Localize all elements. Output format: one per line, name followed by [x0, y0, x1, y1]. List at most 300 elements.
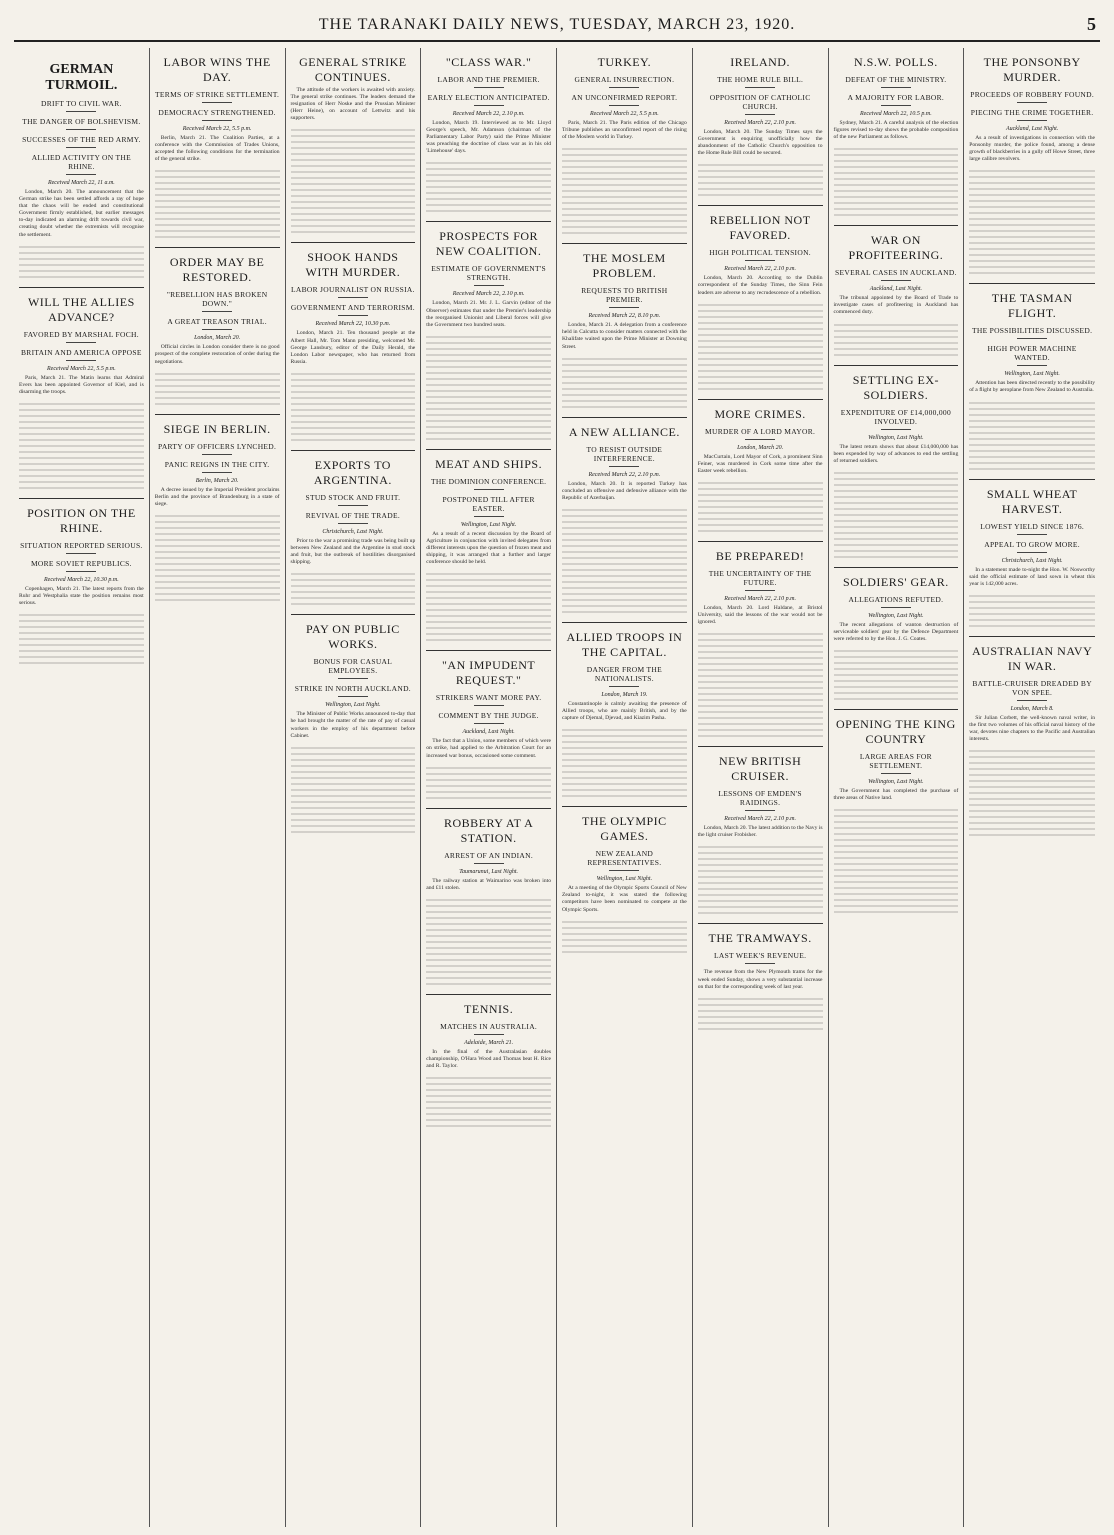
article-paragraph: The latest return shows that about £14,000,000 has been expended by way of advances to end the settling of returned soldiers. — [833, 443, 959, 464]
article-dateline: Received March 22, 2.10 p.m. — [724, 816, 796, 823]
article-divider — [698, 746, 823, 747]
article-headline: EXPORTS TO ARGENTINA. — [313, 457, 392, 487]
article-subheading: PANIC REIGNS IN THE CITY. — [155, 460, 280, 473]
article-headline: "CLASS WAR." — [445, 55, 532, 69]
article-body — [426, 531, 551, 645]
article-headline: LABOR WINS THE DAY. — [163, 55, 271, 84]
article-dateline: London, March 20. — [194, 335, 241, 342]
body-text-filler — [426, 763, 551, 803]
body-text-filler — [698, 842, 823, 918]
article — [426, 55, 551, 216]
body-text-filler — [19, 399, 144, 493]
article — [698, 55, 823, 200]
article-headline: ROBBERY AT A STATION. — [443, 815, 534, 845]
article-subheading: PROCEEDS OF ROBBERY FOUND. — [969, 90, 1095, 103]
article-body — [562, 701, 687, 801]
article — [834, 567, 959, 704]
article-subheading: LAST WEEK'S REVENUE. — [698, 951, 823, 964]
article-headline: SHOOK HANDS WITH MURDER. — [305, 250, 401, 280]
body-text-filler — [834, 320, 959, 360]
article-subheading: THE DOMINION CONFERENCE. — [426, 477, 551, 490]
article-divider — [19, 498, 144, 499]
article-divider — [698, 205, 823, 206]
article-divider — [698, 923, 823, 924]
body-text-filler — [834, 144, 959, 220]
article-subheading: HIGH POLITICAL TENSION. — [698, 248, 823, 261]
article-dateline: Berlin, March 20. — [195, 477, 239, 484]
article-headline: THE TRAMWAYS. — [708, 931, 812, 946]
body-text-filler — [155, 511, 280, 605]
article-paragraph: Constantinople is calmly awaiting the presence of Allied troops, who are mainly British, and by the capture of Djemal, Djevad, and Kiazim Pasha. — [562, 700, 687, 722]
column-5 — [557, 48, 693, 1527]
article-body — [698, 129, 823, 200]
newspaper-columns — [14, 48, 1100, 1527]
article-subheading: THE UNCERTAINTY OF THE FUTURE. — [698, 569, 823, 591]
article-subheading: PIECING THE CRIME TOGETHER. — [969, 108, 1095, 121]
article — [562, 806, 687, 956]
article-body — [19, 586, 144, 668]
article-paragraph: In a statement made to-night the Hon. W. Nosworthy said the official estimate of land sown in wheat this year is 142,000 acres. — [969, 566, 1095, 587]
article-divider — [426, 808, 551, 809]
article-subheading: LABOR AND THE PREMIER. — [426, 75, 551, 88]
article-divider — [698, 541, 823, 542]
article — [19, 287, 144, 493]
body-text-filler — [698, 300, 823, 394]
article-headline: THE PONSONBY MURDER. — [983, 55, 1081, 84]
article-subheading: THE POSSIBILITIES DISCUSSED. — [969, 326, 1095, 339]
article-body — [562, 120, 687, 238]
article-paragraph: Paris, March 21. The Matin learns that Admiral Evers has been appointed Governor of Kiel, and is disarming the troops. — [19, 374, 144, 395]
article — [834, 709, 959, 917]
article — [834, 225, 959, 359]
body-text-filler — [426, 332, 551, 444]
article-headline: N.S.W. POLLS. — [854, 55, 938, 69]
article-body — [562, 481, 687, 617]
article-headline: A NEW ALLIANCE. — [568, 424, 680, 439]
column-7 — [829, 48, 965, 1527]
article-divider — [969, 283, 1095, 284]
article-paragraph: Paris, March 21. The Paris edition of the Chicago Tribune publishes an unconfirmed report of the rising of the Moslem world in Turkey. — [562, 120, 687, 141]
article-body — [698, 969, 823, 1033]
body-text-filler — [834, 805, 959, 917]
article-body — [19, 189, 144, 282]
article-divider — [426, 221, 551, 222]
article-paragraph: The railway station at Waimarino was broken into and £11 stolen. — [426, 877, 551, 891]
article-headline: BE PREPARED! — [715, 548, 805, 563]
article-dateline: Wellington, Last Night. — [1004, 371, 1060, 378]
article — [291, 55, 416, 237]
article-paragraph: London, March 20. It is reported Turkey has concluded an offensive and defensive alliance with the Republic of Azerbaijan. — [562, 480, 687, 501]
body-text-filler — [698, 994, 823, 1034]
article-divider — [562, 243, 687, 244]
column-8 — [964, 48, 1100, 1527]
body-text-filler — [969, 398, 1095, 474]
page-number: 5 — [1087, 14, 1096, 34]
article-body — [562, 885, 687, 956]
article — [698, 205, 823, 393]
article-subheading: MORE SOVIET REPUBLICS. — [19, 559, 144, 572]
article-dateline: Received March 22, 5.5 p.m. — [182, 126, 252, 132]
article-subheading: LABOR JOURNALIST ON RUSSIA. — [291, 285, 416, 298]
article-body — [834, 622, 959, 704]
article — [562, 417, 687, 617]
article — [155, 414, 280, 605]
body-text-filler — [19, 242, 144, 282]
article-body — [155, 135, 280, 242]
body-text-filler — [562, 505, 687, 617]
article-divider — [291, 450, 416, 451]
article-dateline: London, March 20. — [737, 444, 784, 451]
article-paragraph: Sir Julian Corbett, the well-known naval writer, in the first two volumes of his official naval history of the war, devotes nine chapters to the Pacific and Australian interests. — [969, 714, 1095, 743]
body-text-filler — [291, 125, 416, 237]
body-text-filler — [562, 725, 687, 801]
article-dateline: Received March 22, 11 a.m. — [47, 180, 115, 186]
article-divider — [834, 709, 959, 710]
article-headline: THE OLYMPIC GAMES. — [582, 814, 667, 844]
article-paragraph: London, March 20. The announcement that the German strike has been settled affords a ray of hope that the chaos will be ended and constitutional Government firmly established, but earlier messages to-day indicated an alarming drift towards civil war, creating doubt whether the extremists will recognise the settlement. — [19, 189, 144, 238]
article-subheading: REVIVAL OF THE TRADE. — [291, 511, 416, 524]
article-body — [426, 1049, 551, 1131]
article-dateline: Adelaide, March 21. — [464, 1039, 514, 1046]
body-text-filler — [291, 369, 416, 445]
article-body — [834, 120, 959, 220]
article-divider — [291, 242, 416, 243]
article-divider — [698, 399, 823, 400]
article-headline: AUSTRALIAN NAVY IN WAR. — [971, 643, 1093, 673]
article-divider — [426, 994, 551, 995]
article-divider — [291, 614, 416, 615]
article-paragraph: The attitude of the workers is awaited with anxiety. The general strike continues. The leaders demand the resignation of Herr Noske and the Prussian Minister (Herr Heine), on account of Lettwitz and his supporters. — [290, 87, 416, 122]
article-body — [291, 87, 416, 237]
body-text-filler — [426, 1073, 551, 1131]
article-headline: POSITION ON THE RHINE. — [27, 505, 136, 535]
article — [698, 746, 823, 918]
column-4 — [421, 48, 557, 1527]
article-divider — [155, 247, 280, 248]
article-headline: WAR ON PROFITEERING. — [848, 233, 944, 263]
article-divider — [834, 567, 959, 568]
article-subheading: THE HOME RULE BILL. — [698, 75, 823, 88]
article-subheading: TO RESIST OUTSIDE INTERFERENCE. — [562, 445, 687, 467]
article-divider — [562, 417, 687, 418]
article-dateline: Received March 22, 2.10 p.m. — [452, 291, 525, 298]
article-subheading: ALLIED ACTIVITY ON THE RHINE. — [19, 153, 144, 175]
article-divider — [426, 449, 551, 450]
article-subheading: MATCHES IN AUSTRALIA. — [426, 1022, 551, 1035]
article — [969, 283, 1095, 473]
article — [19, 498, 144, 668]
article-dateline: Wellington, Last Night. — [325, 702, 381, 709]
article-body — [426, 120, 551, 216]
article-paragraph: The recent allegations of wanton destruction of serviceable soldiers' gear by the Defence Department were referred to by the Hon. J. G. Coates. — [833, 621, 959, 643]
body-text-filler — [426, 569, 551, 645]
article-subheading: AN UNCONFIRMED REPORT. — [562, 93, 687, 106]
article-subheading: MURDER OF A LORD MAYOR. — [698, 427, 823, 440]
body-text-filler — [562, 917, 687, 957]
article — [426, 221, 551, 443]
column-3 — [286, 48, 422, 1527]
article-paragraph: The fact that a Union, some members of which were on strike, had applied to the Arbitration Court for an increased war bonus, occasioned some comment. — [426, 738, 551, 759]
article-subheading: ESTIMATE OF GOVERNMENT'S STRENGTH. — [426, 264, 551, 286]
article — [698, 541, 823, 741]
article-headline: SETTLING EX-SOLDIERS. — [852, 372, 940, 402]
article — [834, 55, 959, 220]
article-headline: TURKEY. — [597, 55, 652, 69]
article-body — [426, 738, 551, 802]
body-text-filler — [969, 166, 1095, 278]
article-dateline: Received March 22, 5.5 p.m. — [589, 111, 659, 117]
article-paragraph: London, March 21. Ten thousand people at the Albert Hall, Mr. Tom Mann presiding, welcomed Mr. George Lansbury, editor of the Daily Herald, the London Labor newspaper, who has returned from Russia. — [290, 330, 416, 365]
body-text-filler — [969, 591, 1095, 631]
article-body — [834, 444, 959, 562]
article-dateline: Received March 22, 2.10 p.m. — [724, 120, 796, 126]
article-subheading: ALLEGATIONS REFUTED. — [834, 595, 959, 608]
article-divider — [155, 414, 280, 415]
article-headline: REBELLION NOT FAVORED. — [709, 213, 811, 243]
article-body — [562, 322, 687, 411]
article-subheading: DRIFT TO CIVIL WAR. — [19, 99, 144, 112]
article-body — [291, 538, 416, 609]
article-subheading: HIGH POWER MACHINE WANTED. — [969, 344, 1095, 366]
article-divider — [562, 806, 687, 807]
article-subheading: FAVORED BY MARSHAL FOCH. — [19, 330, 144, 343]
article-body — [969, 135, 1095, 278]
article — [698, 923, 823, 1033]
article-subheading: GENERAL INSURRECTION. — [562, 75, 687, 88]
article-headline: ORDER MAY BE RESTORED. — [169, 255, 265, 285]
body-text-filler — [291, 569, 416, 609]
article-headline: SMALL WHEAT HARVEST. — [986, 486, 1078, 516]
article-headline: WILL THE ALLIES ADVANCE? — [27, 294, 135, 324]
body-text-filler — [562, 354, 687, 412]
article-body — [19, 375, 144, 493]
article-dateline: Wellington, Last Night. — [596, 876, 653, 883]
article-paragraph: Sydney, March 21. A careful analysis of the election figures revised to-day shows the probable composition of the new Parliament as follows. — [833, 120, 959, 141]
article-subheading: "REBELLION HAS BROKEN DOWN." — [155, 290, 280, 312]
article-dateline: Received March 22, 2.10 p.m. — [724, 266, 796, 273]
article-headline: PROSPECTS FOR NEW COALITION. — [435, 229, 542, 259]
article — [426, 650, 551, 802]
article-headline: TENNIS. — [464, 1001, 514, 1016]
column-2 — [150, 48, 286, 1527]
article-subheading: STRIKE IN NORTH AUCKLAND. — [291, 684, 416, 697]
body-text-filler — [291, 743, 416, 837]
article-paragraph: London, March 20. The latest addition to the Navy is the light cruiser Frobisher. — [697, 825, 823, 839]
article-divider — [19, 287, 144, 288]
article-body — [426, 300, 551, 443]
article — [155, 55, 280, 242]
body-text-filler — [426, 895, 551, 989]
article-headline: GERMAN TURMOIL. — [45, 62, 118, 93]
article-dateline: Received March 22, 2.10 p.m. — [452, 111, 525, 117]
article-subheading: SUCCESSES OF THE RED ARMY. — [19, 135, 144, 148]
article-subheading: BONUS FOR CASUAL EMPLOYEES. — [291, 657, 416, 679]
newspaper-title: THE TARANAKI DAILY NEWS, TUESDAY, MARCH 23, 1920. — [318, 16, 796, 33]
article — [19, 62, 144, 282]
article-paragraph: As a result of a recent discussion by the Board of Agriculture in conjunction with invited delegates from different interests upon the question of frozen meat and shipping, it was arranged that a further and larger conference should be held. — [426, 530, 551, 566]
column-1 — [14, 48, 150, 1527]
article-subheading: NEW ZEALAND REPRESENTATIVES. — [562, 849, 687, 871]
article-body — [155, 487, 280, 605]
article-paragraph: London, March 20. According to the Dublin correspondent of the Sunday Times, the Sinn Fein leaders are adverse to any recrudescence of a rebellion. — [697, 275, 823, 296]
body-text-filler — [834, 468, 959, 562]
article — [698, 399, 823, 536]
article-divider — [562, 622, 687, 623]
article — [969, 636, 1095, 840]
article-body — [969, 715, 1095, 840]
article-dateline: Taumarunui, Last Night. — [459, 868, 519, 875]
article-paragraph: London, March 21. A delegation from a conference held in Calcutta to consider matters connected with the Khalifate waited upon the Prime Minister at Downing Street. — [562, 322, 687, 350]
article-subheading: STRIKERS WANT MORE PAY. — [426, 693, 551, 706]
article-subheading: LESSONS OF EMDEN'S RAIDINGS. — [698, 789, 823, 811]
article-dateline: Received March 22, 2.10 p.m. — [724, 595, 796, 602]
column-6 — [693, 48, 829, 1527]
article-subheading: POSTPONED TILL AFTER EASTER. — [426, 495, 551, 517]
article-paragraph: At a meeting of the Olympic Sports Council of New Zealand to-night, it was stated the following competitors have been nominated to compete at the Olympic Sports. — [562, 885, 687, 913]
article-subheading: APPEAL TO GROW MORE. — [969, 540, 1095, 553]
article-body — [698, 454, 823, 536]
body-text-filler — [155, 166, 280, 242]
article-body — [698, 825, 823, 918]
article-dateline: Auckland, Last Night. — [1005, 126, 1059, 132]
article-paragraph: Prior to the war a promising trade was being built up between New Zealand and the Argentine in stud stock and fruit, but the outbreak of hostilities disorganised shipping. — [290, 537, 416, 566]
article-dateline: Wellington, Last Night. — [868, 434, 924, 441]
article-dateline: Christchurch, Last Night. — [322, 528, 384, 535]
article — [426, 449, 551, 645]
article-dateline: Received March 22, 2.10 p.m. — [588, 471, 661, 478]
article-subheading: ARREST OF AN INDIAN. — [426, 851, 551, 864]
article-headline: GENERAL STRIKE CONTINUES. — [299, 55, 407, 84]
body-text-filler — [969, 746, 1095, 840]
article-dateline: Received March 22, 8.10 p.m. — [588, 313, 661, 320]
article-paragraph: The Minister of Public Works announced to-day that he had brought the matter of the rate of pay of casual workers in the employ of his department before Cabinet. — [290, 711, 416, 739]
article-headline: MORE CRIMES. — [714, 406, 806, 421]
article-headline: SOLDIERS' GEAR. — [843, 574, 949, 589]
article-subheading: A GREAT TREASON TRIAL. — [155, 317, 280, 330]
body-text-filler — [834, 646, 959, 704]
article-dateline: Christchurch, Last Night. — [1001, 557, 1063, 564]
article — [426, 808, 551, 989]
article-headline: THE TASMAN FLIGHT. — [991, 291, 1073, 321]
article-dateline: Auckland, Last Night. — [869, 286, 923, 293]
article-body — [698, 275, 823, 393]
article-divider — [969, 479, 1095, 480]
article-body — [834, 788, 959, 917]
article-dateline: Received March 22, 10.30 p.m. — [43, 576, 119, 583]
article-paragraph: London, March 21. Mr. J. L. Garvin (editor of the Observer) estimates that under the Premier's leadership the reorganised Unionist and Liberal forces will give the Government two hundred seats. — [426, 300, 551, 328]
article-body — [291, 711, 416, 836]
article-dateline: London, March 19. — [601, 691, 648, 698]
article — [155, 247, 280, 408]
article-body — [969, 567, 1095, 631]
body-text-filler — [155, 369, 280, 409]
article-paragraph: MacCurtain, Lord Mayor of Cork, a prominent Sinn Feiner, was murdered in Cork some time after the Easter week rebellion. — [697, 453, 823, 474]
article-headline: MEAT AND SHIPS. — [435, 456, 543, 471]
article-headline: SIEGE IN BERLIN. — [163, 421, 271, 436]
article-subheading: SITUATION REPORTED SERIOUS. — [19, 541, 144, 554]
article-body — [698, 605, 823, 741]
body-text-filler — [698, 160, 823, 200]
article-subheading: TERMS OF STRIKE SETTLEMENT. — [155, 90, 280, 103]
article — [426, 994, 551, 1131]
article-dateline: Received March 22, 10.30 p.m. — [315, 321, 391, 328]
body-text-filler — [698, 629, 823, 741]
article-body — [155, 344, 280, 408]
article-paragraph: The Government has completed the purchase of three areas of Native land. — [833, 788, 959, 802]
article-headline: NEW BRITISH CRUISER. — [718, 754, 802, 784]
article-subheading: BATTLE-CRUISER DREADED BY VON SPEE. — [969, 679, 1095, 701]
article-headline: ALLIED TROOPS IN THE CAPITAL. — [566, 629, 683, 659]
article-paragraph: In the final of the Australasian doubles championship, O'Hara Wood and Thomas beat H. Rice and R. Taylor. — [426, 1048, 551, 1069]
article-divider — [834, 225, 959, 226]
article-body — [969, 380, 1095, 473]
body-text-filler — [19, 610, 144, 668]
article-paragraph: Copenhagen, March 21. The latest reports from the Ruhr and Westphalia state the position remains most serious. — [19, 585, 144, 607]
body-text-filler — [698, 478, 823, 536]
article-subheading: COMMENT BY THE JUDGE. — [426, 711, 551, 724]
article-body — [291, 330, 416, 444]
article-headline: PAY ON PUBLIC WORKS. — [305, 622, 400, 652]
article-headline: "AN IMPUDENT REQUEST." — [442, 658, 536, 688]
article-subheading: REQUESTS TO BRITISH PREMIER. — [562, 286, 687, 308]
article-subheading: BRITAIN AND AMERICA OPPOSE — [19, 348, 144, 361]
article-paragraph: Attention has been directed recently to the possibility of a flight by aeroplane from New Zealand to Australia. — [969, 380, 1095, 394]
article-subheading: LOWEST YIELD SINCE 1876. — [969, 522, 1095, 535]
article-paragraph: The tribunal appointed by the Board of Trade to investigate cases of profiteering in Auckland has commenced duty. — [833, 295, 959, 316]
article-subheading: THE DANGER OF BOLSHEVISM. — [19, 117, 144, 130]
article — [291, 614, 416, 836]
article-headline: OPENING THE KING COUNTRY — [835, 717, 956, 747]
article-subheading: DEMOCRACY STRENGTHENED. — [155, 108, 280, 121]
article — [562, 243, 687, 411]
article-dateline: Received March 22, 10.5 p.m. — [859, 111, 932, 117]
article-subheading: LARGE AREAS FOR SETTLEMENT. — [834, 752, 959, 774]
article-subheading: EARLY ELECTION ANTICIPATED. — [426, 93, 551, 106]
body-text-filler — [426, 158, 551, 216]
article-paragraph: London, March 20. Lord Haldane, at Bristol University, said the lessons of the war would not be ignored. — [697, 604, 823, 626]
article-paragraph: London, March 20. The Sunday Times says the Government is enquiring unofficially how the abandonment of the Catholic Church's opposition to the Home Rule Bill could be secured. — [697, 129, 823, 157]
article-body — [426, 878, 551, 989]
article-subheading: DANGER FROM THE NATIONALISTS. — [562, 665, 687, 687]
article — [969, 479, 1095, 631]
article — [969, 55, 1095, 278]
article-subheading: GOVERNMENT AND TERRORISM. — [291, 303, 416, 316]
article-subheading: DEFEAT OF THE MINISTRY. — [834, 75, 959, 88]
article-divider — [426, 650, 551, 651]
article-paragraph: London, March 19. Interviewed as to Mr. Lloyd George's speech, Mr. Adamson (chairman of the Parliamentary Labor Party) said the Prime Minister was preaching the doctrine of class war as in his old 'Limehouse' days. — [426, 120, 551, 155]
article-subheading: PARTY OF OFFICERS LYNCHED. — [155, 442, 280, 455]
article-paragraph: The revenue from the New Plymouth trams for the week ended Sunday, shows a very substantial increase on that for the corresponding week of last year. — [697, 969, 823, 990]
masthead — [14, 14, 1100, 42]
article-dateline: Received March 22, 5.5 p.m. — [46, 365, 116, 372]
article-divider — [834, 365, 959, 366]
article-divider — [969, 636, 1095, 637]
article-headline: THE MOSLEM PROBLEM. — [583, 251, 666, 281]
article — [562, 55, 687, 238]
article — [291, 242, 416, 444]
article-subheading: A MAJORITY FOR LABOR. — [834, 93, 959, 106]
article-headline: IRELAND. — [730, 55, 790, 69]
article-subheading: STUD STOCK AND FRUIT. — [291, 493, 416, 506]
article-subheading: EXPENDITURE OF £14,000,000 INVOLVED. — [834, 408, 959, 430]
article — [562, 622, 687, 801]
article-dateline: Wellington, Last Night. — [868, 779, 924, 786]
article-dateline: Auckland, Last Night. — [462, 729, 515, 736]
article — [834, 365, 959, 562]
body-text-filler — [562, 144, 687, 238]
article-body — [834, 295, 959, 359]
article-dateline: London, March 8. — [1010, 705, 1054, 712]
